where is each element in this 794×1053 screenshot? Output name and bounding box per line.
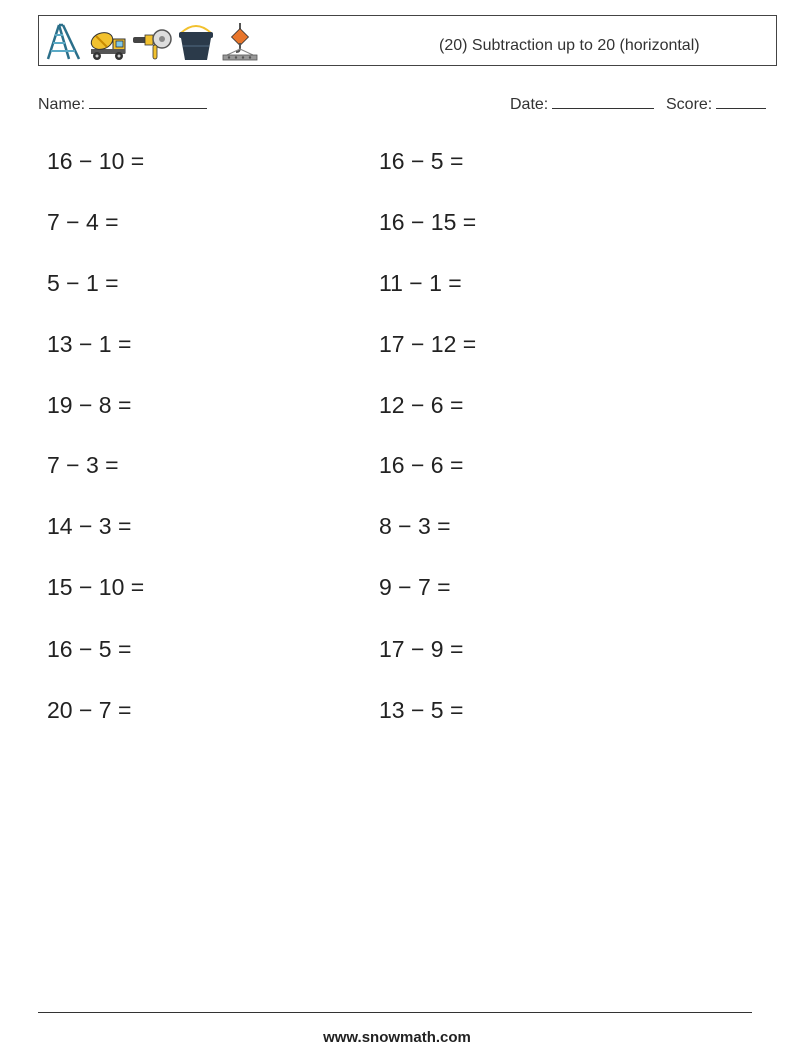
- problem-item: 5 − 1 =: [47, 270, 119, 296]
- name-field: [38, 94, 207, 114]
- worksheet-title: (20) Subtraction up to 20 (horizontal): [439, 37, 700, 54]
- cement-mixer-truck-icon: [87, 21, 129, 63]
- problem-item: 13 − 5 =: [379, 697, 464, 723]
- problem-item: 14 − 3 =: [47, 513, 132, 539]
- date-blank[interactable]: [552, 94, 654, 109]
- score-blank[interactable]: [716, 94, 766, 109]
- footer-url[interactable]: www.snowmath.com: [323, 1029, 471, 1046]
- problem-item: 16 − 15 =: [379, 209, 477, 235]
- footer-divider: [38, 1012, 752, 1013]
- problem-item: 20 − 7 =: [47, 697, 132, 723]
- score-label: Score:: [666, 96, 713, 113]
- score-field: [666, 94, 766, 114]
- date-field: [510, 94, 654, 114]
- angle-grinder-icon: [131, 21, 173, 63]
- problem-item: 16 − 5 =: [379, 148, 464, 174]
- problem-item: 16 − 5 =: [47, 636, 132, 662]
- problem-item: 8 − 3 =: [379, 513, 451, 539]
- bucket-icon: [175, 21, 217, 63]
- problem-item: 7 − 4 =: [47, 209, 119, 235]
- problem-item: 17 − 9 =: [379, 636, 464, 662]
- problem-item: 11 − 1 =: [379, 270, 462, 296]
- date-label: Date:: [510, 96, 549, 113]
- problem-item: 15 − 10 =: [47, 574, 145, 600]
- problem-item: 13 − 1 =: [47, 331, 132, 357]
- problem-item: 16 − 10 =: [47, 148, 145, 174]
- problem-item: 9 − 7 =: [379, 574, 451, 600]
- problem-item: 19 − 8 =: [47, 392, 132, 418]
- worksheet-header: [38, 15, 777, 66]
- ladder-icon: [43, 21, 85, 63]
- name-label: Name:: [38, 96, 86, 113]
- problem-item: 12 − 6 =: [379, 392, 464, 418]
- problem-item: 16 − 6 =: [379, 452, 464, 478]
- header-icons: [43, 20, 261, 64]
- crane-hook-icon: [219, 21, 261, 63]
- problem-item: 7 − 3 =: [47, 452, 119, 478]
- name-blank[interactable]: [89, 94, 207, 109]
- problem-item: 17 − 12 =: [379, 331, 477, 357]
